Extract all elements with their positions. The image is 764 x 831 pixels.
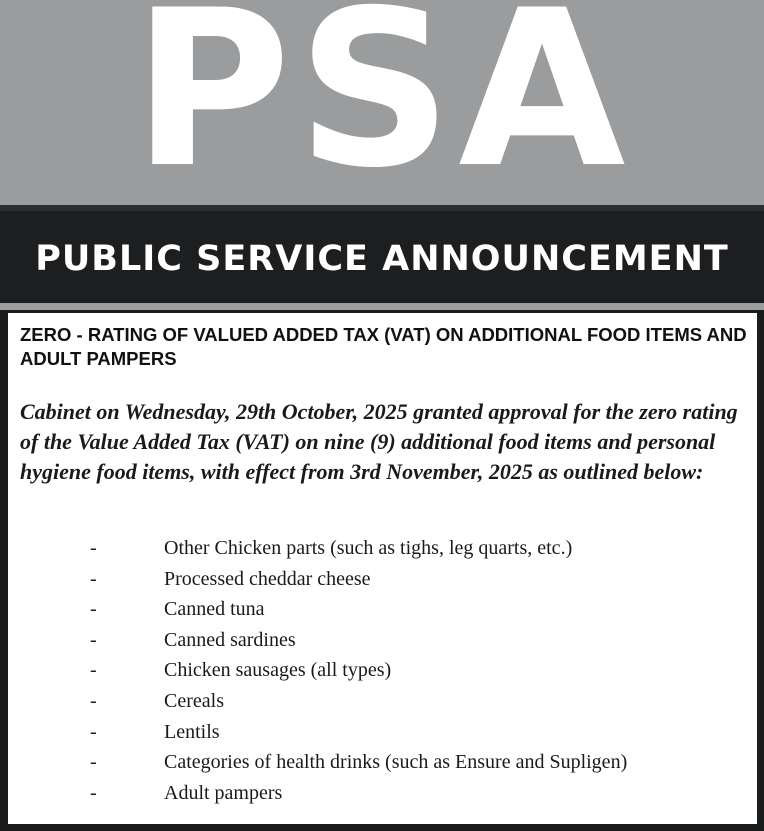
bullet-dash: - bbox=[90, 598, 97, 621]
notice-heading: ZERO - RATING OF VALUED ADDED TAX (VAT) ON ADDITIONAL FOOD ITEMS AND ADULT PAMPERS bbox=[20, 324, 747, 369]
list-item-label: Lentils bbox=[164, 720, 220, 743]
list-item bbox=[8, 566, 748, 597]
list-item bbox=[8, 688, 748, 719]
bullet-dash: - bbox=[90, 537, 97, 559]
logo-band bbox=[0, 0, 764, 205]
list-item-label: Cereals bbox=[164, 689, 224, 712]
bullet-dash: - bbox=[90, 720, 97, 743]
bullet-dash: - bbox=[90, 659, 97, 682]
list-item bbox=[8, 719, 748, 750]
bullet-dash: - bbox=[90, 628, 97, 651]
announcement-title: PUBLIC SERVICE ANNOUNCEMENT bbox=[35, 239, 729, 279]
notice-card bbox=[8, 313, 757, 824]
list-item-label: Adult pampers bbox=[164, 781, 283, 804]
title-band bbox=[0, 211, 764, 303]
bullet-dash: - bbox=[90, 781, 97, 804]
list-item bbox=[8, 596, 748, 627]
grey-strip bbox=[0, 303, 764, 310]
list-item bbox=[8, 780, 748, 811]
list-item bbox=[8, 535, 748, 566]
list-item bbox=[8, 657, 748, 688]
bullet-dash: - bbox=[90, 689, 97, 712]
psa-logo: PSA bbox=[132, 0, 632, 205]
list-item-label: Chicken sausages (all types) bbox=[164, 659, 392, 682]
notice-intro: Cabinet on Wednesday, 29th October, 2025 granted approval for the zero rating of the Value Added Tax (VAT) on nine (9) additional food items and personal hygiene food items, with effect from 3rd November, 2025 as outlined below: bbox=[20, 399, 738, 484]
bullet-dash: - bbox=[90, 567, 97, 590]
list-item-label: Canned sardines bbox=[164, 628, 296, 651]
list-item-label: Canned tuna bbox=[164, 598, 265, 621]
list-item-label: Processed cheddar cheese bbox=[164, 567, 371, 590]
item-list bbox=[8, 535, 748, 810]
list-item bbox=[8, 749, 748, 780]
bullet-dash: - bbox=[90, 751, 97, 774]
list-item bbox=[8, 627, 748, 658]
list-item-label: Categories of health drinks (such as Ensure and Supligen) bbox=[164, 751, 628, 774]
list-item-label: Other Chicken parts (such as tighs, leg quarts, etc.) bbox=[164, 537, 573, 559]
